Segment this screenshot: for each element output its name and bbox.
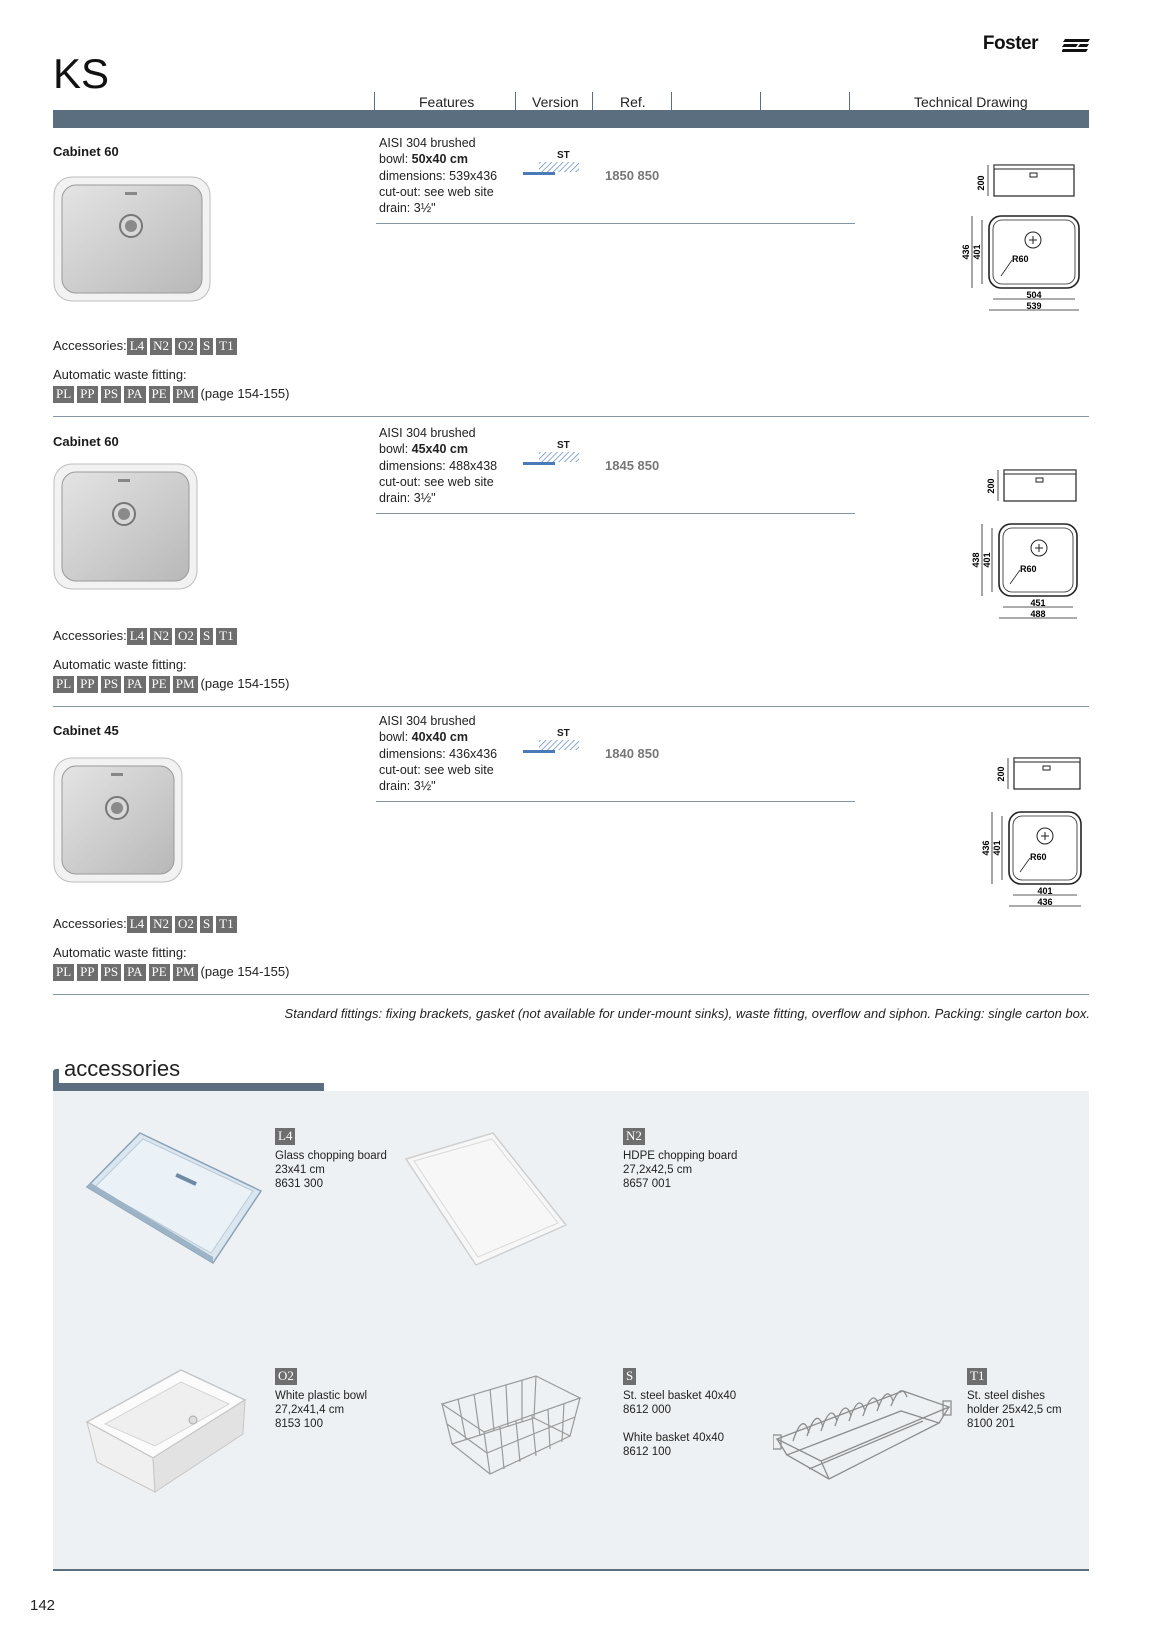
steel-basket-image — [438, 1374, 583, 1484]
drain-text: drain: 3½" — [379, 201, 436, 216]
column-divider — [374, 92, 375, 128]
cutout-text: cut-out: see web site — [379, 474, 494, 489]
product-ref: 1850 850 — [605, 168, 660, 183]
undermount-icon — [523, 740, 581, 756]
dim-inner-width: 504 — [1026, 290, 1042, 300]
dim-outer-width: 488 — [1030, 609, 1046, 619]
dim-inner-depth: 401 — [992, 840, 1002, 856]
dim-outer-depth: 438 — [971, 552, 981, 568]
product-row — [53, 706, 1089, 996]
waste-label: Automatic waste fitting: — [53, 657, 187, 672]
version-st-badge: ST — [523, 728, 593, 756]
product-title: Cabinet 60 — [53, 434, 119, 449]
cutout-text: cut-out: see web site — [379, 184, 494, 199]
product-ref: 1845 850 — [605, 458, 660, 473]
drain-text: drain: 3½" — [379, 491, 436, 506]
dim-height: 200 — [976, 175, 986, 191]
product-title: Cabinet 45 — [53, 723, 119, 738]
dimensions-text: dimensions: 488x438 — [379, 458, 498, 473]
product-features — [379, 425, 497, 506]
accessories-panel — [53, 1091, 1089, 1569]
cutout-text: cut-out: see web site — [379, 762, 494, 777]
section-bottom-line — [53, 1569, 1089, 1571]
dim-radius: R60 — [1030, 852, 1047, 862]
accessory-l4: L4 Glass chopping board 23x41 cm 8631 300 — [275, 1128, 387, 1190]
dim-radius: R60 — [1012, 254, 1029, 264]
technical-drawing — [958, 161, 1093, 316]
column-divider — [671, 92, 672, 128]
page-title: KS — [53, 50, 110, 97]
column-divider — [760, 92, 761, 128]
material-text: AISI 304 brushed — [379, 714, 476, 728]
undermount-icon — [523, 162, 581, 178]
dim-inner-depth: 401 — [982, 552, 992, 568]
dim-height: 200 — [986, 478, 996, 494]
technical-drawing — [978, 749, 1093, 909]
waste-label: Automatic waste fitting: — [53, 945, 187, 960]
waste-codes-line: PL PP PS PA PE PM (page 154-155) — [53, 676, 289, 693]
column-divider — [849, 92, 850, 128]
dim-outer-depth: 436 — [961, 244, 971, 260]
dim-radius: R60 — [1020, 564, 1037, 574]
dim-inner-width: 451 — [1030, 598, 1046, 608]
product-features — [379, 135, 497, 216]
dim-outer-depth: 436 — [981, 840, 991, 856]
product-row — [53, 128, 1089, 418]
waste-label: Automatic waste fitting: — [53, 367, 187, 382]
standard-fittings-note: Standard fittings: fixing brackets, gasket (not available for under-mount sinks), waste fitting, overflow and siphon. Packing: single carton box. — [284, 1006, 1090, 1021]
column-header-technical-drawing: Technical Drawing — [914, 94, 1028, 110]
sink-photo — [53, 176, 211, 302]
dimensions-text: dimensions: 436x436 — [379, 746, 498, 761]
column-divider — [592, 92, 593, 128]
section-title-bar — [53, 1083, 324, 1091]
drain-text: drain: 3½" — [379, 779, 436, 794]
bowl-text: bowl: 40x40 cm — [379, 730, 468, 745]
version-st-badge: ST — [523, 440, 593, 468]
product-row — [53, 418, 1089, 708]
accessory-n2: N2 HDPE chopping board 27,2x42,5 cm 8657 001 — [623, 1128, 738, 1190]
sink-photo — [53, 757, 183, 883]
section-title: accessories — [64, 1056, 181, 1081]
product-ref: 1840 850 — [605, 746, 660, 761]
table-header-bar — [53, 110, 1089, 128]
row-separator — [53, 994, 1089, 995]
glass-chopping-board-image — [83, 1129, 263, 1264]
undermount-icon — [523, 452, 581, 468]
accessory-o2: O2 White plastic bowl 27,2x41,4 cm 8153 100 — [275, 1368, 368, 1430]
dim-height: 200 — [996, 766, 1006, 782]
material-text: AISI 304 brushed — [379, 426, 476, 440]
accessories-line: Accessories: L4 N2 O2 S T1 — [53, 338, 240, 355]
brand-name: Foster — [982, 33, 1038, 54]
dim-inner-width: 401 — [1037, 886, 1053, 896]
dim-outer-width: 539 — [1026, 301, 1042, 311]
accessory-s: S St. steel basket 40x40 8612 000 White basket 40x40 8612 100 — [623, 1368, 737, 1458]
material-text: AISI 304 brushed — [379, 136, 476, 150]
white-plastic-bowl-image — [83, 1366, 253, 1501]
bowl-text: bowl: 45x40 cm — [379, 442, 468, 457]
waste-codes-line: PL PP PS PA PE PM (page 154-155) — [53, 964, 289, 981]
brand-logo-icon — [1062, 39, 1090, 53]
dishes-holder-image — [773, 1381, 953, 1491]
features-divider — [376, 801, 855, 802]
column-header-features: Features — [419, 94, 475, 110]
waste-codes-line: PL PP PS PA PE PM (page 154-155) — [53, 386, 289, 403]
dimensions-text: dimensions: 539x436 — [379, 168, 498, 183]
accessory-t1: T1 St. steel dishes holder 25x42,5 cm 8100 201 — [967, 1368, 1062, 1430]
hdpe-chopping-board-image — [398, 1129, 573, 1269]
features-divider — [376, 223, 855, 224]
dim-outer-width: 436 — [1037, 897, 1053, 907]
sink-photo — [53, 463, 198, 590]
accessories-line: Accessories: L4 N2 O2 S T1 — [53, 628, 240, 645]
product-features — [379, 713, 497, 794]
features-divider — [376, 513, 855, 514]
row-separator — [53, 416, 1089, 417]
accessories-line: Accessories: L4 N2 O2 S T1 — [53, 916, 240, 933]
column-header-ref: Ref. — [620, 94, 646, 110]
version-st-badge: ST — [523, 150, 593, 178]
column-divider — [515, 92, 516, 128]
page-number: 142 — [30, 1597, 56, 1614]
dim-inner-depth: 401 — [972, 244, 982, 260]
bowl-text: bowl: 50x40 cm — [379, 152, 468, 167]
column-header-version: Version — [532, 94, 579, 110]
product-title: Cabinet 60 — [53, 144, 119, 159]
technical-drawing — [968, 462, 1093, 622]
